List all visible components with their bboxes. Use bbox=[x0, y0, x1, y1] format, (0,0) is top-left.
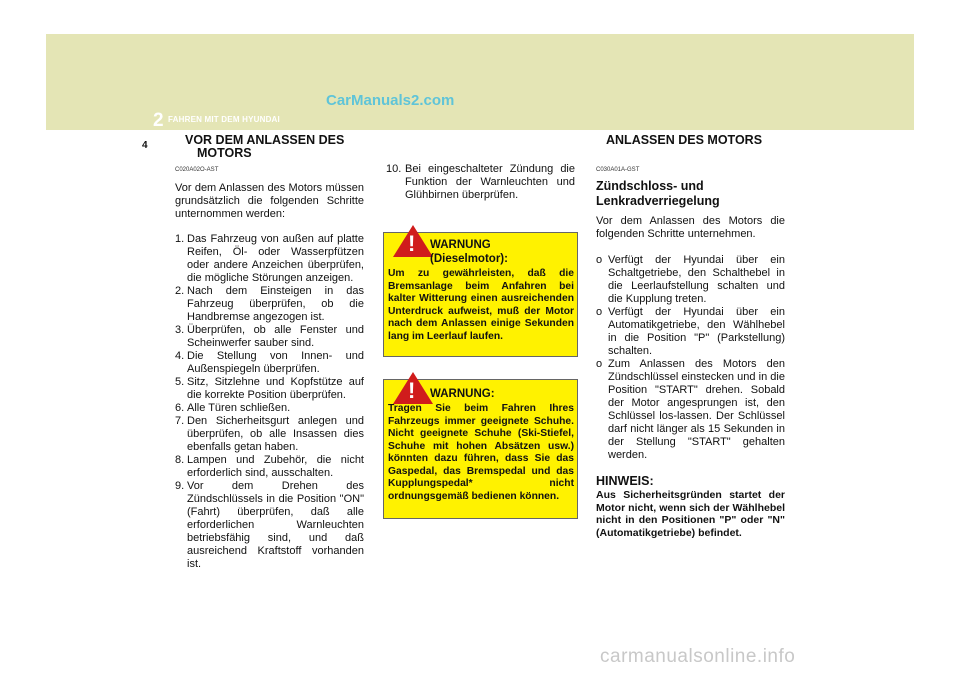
list-number: 8. bbox=[175, 454, 185, 466]
list-number: 1. bbox=[175, 233, 185, 245]
list-item bbox=[596, 254, 785, 306]
list-item bbox=[596, 358, 785, 462]
list-text: Sitz, Sitzlehne und Kopfstütze auf die korrekte Position überprüfen. bbox=[187, 376, 364, 401]
page-number: 4 bbox=[142, 140, 148, 151]
note-body: Aus Sicherheitsgründen startet der Motor nicht, wenn sich der Wählhebel nicht in den Positionen "P" oder "N" (Automatikgetriebe) befindet. bbox=[596, 489, 785, 539]
list-text: Überprüfen, ob alle Fenster und Scheinwerfer sauber sind. bbox=[187, 324, 364, 349]
list-item bbox=[175, 415, 364, 454]
list-item bbox=[175, 350, 364, 376]
list-number: 7. bbox=[175, 415, 185, 427]
bullets-list bbox=[596, 254, 785, 462]
list-number: 10. bbox=[386, 163, 402, 175]
warning-triangle-icon bbox=[393, 225, 433, 257]
list-number: 2. bbox=[175, 285, 185, 297]
section-title-right: ANLASSEN DES MOTORS bbox=[606, 133, 763, 147]
list-number: 4. bbox=[175, 350, 185, 362]
left-column bbox=[175, 164, 364, 571]
list-number: 5. bbox=[175, 376, 185, 388]
list-text: Nach dem Einsteigen in das Fahrzeug überprüfen, ob die Handbremse angezogen ist. bbox=[187, 285, 364, 323]
middle-column bbox=[386, 163, 575, 202]
list-item bbox=[175, 376, 364, 402]
list-item bbox=[596, 306, 785, 358]
subheading-line1: Zündschloss- und bbox=[596, 179, 704, 193]
warning-exclamation: ! bbox=[408, 378, 416, 403]
intro-text: Vor dem Anlassen des Motors müssen grundsätzlich die folgenden Schritte unternommen werden: bbox=[175, 182, 364, 220]
warning-title bbox=[430, 238, 508, 266]
watermark-footer[interactable]: carmanualsonline.info bbox=[600, 646, 796, 667]
list-number: 3. bbox=[175, 324, 185, 336]
warning-title-line1: WARNUNG bbox=[430, 239, 491, 251]
list-item bbox=[175, 285, 364, 324]
list-text: Zum Anlassen des Motors den Zündschlüssel einstecken und in die Position "START" drehen. Sobald der Motor angesprungen ist, den Schlüssel los-lassen. Der Schlüssel darf nicht länger als 15 Sekunden in der Stellung "START" gehalten werden. bbox=[608, 358, 785, 461]
warning-body: Um zu gewährleisten, daß die Bremsanlage beim Anfahren bei kalter Witterung einen ausreichenden Unterdruck aufweist, muß der Motor nach dem Anlassen einige Sekunden lang im Leerlauf laufen. bbox=[388, 268, 574, 342]
section-title-left-line1: VOR DEM ANLASSEN DES bbox=[185, 133, 345, 147]
list-text: Lampen und Zubehör, die nicht erforderlich sind, ausschalten. bbox=[187, 454, 364, 479]
warning-triangle-icon bbox=[393, 372, 433, 404]
list-number: 9. bbox=[175, 480, 185, 492]
right-column bbox=[596, 164, 785, 539]
list-text: Das Fahrzeug von außen auf platte Reifen, Öl- oder Wasserpfützen oder andere Anzeichen überprüfen, die mögliche Störungen anzeigen. bbox=[187, 233, 364, 284]
list-text: Bei eingeschalteter Zündung die Funktion der Warnleuchten und Glühbirnen überprüfen. bbox=[405, 163, 575, 201]
list-text: Verfügt der Hyundai über ein Automatikgetriebe, den Wählhebel in die Position "P" (Parkstellung) schalten. bbox=[608, 306, 785, 357]
intro-text: Vor dem Anlassen des Motors die folgenden Schritte unternehmen. bbox=[596, 215, 785, 240]
chapter-number: 2 bbox=[153, 110, 164, 131]
list-text: Vor dem Drehen des Zündschlüssels in die Position "ON" (Fahrt) überprüfen, daß alle erforderlichen Warnleuchten betriebsfähig sind, und daß ausreichend Kraftstoff vorhanden ist. bbox=[187, 480, 364, 570]
list-number: 6. bbox=[175, 402, 185, 414]
list-item bbox=[386, 163, 575, 202]
subheading bbox=[596, 179, 785, 209]
list-text: Die Stellung von Innen- und Außenspiegeln überprüfen. bbox=[187, 350, 364, 375]
list-item bbox=[175, 324, 364, 350]
subheading-line2: Lenkradverriegelung bbox=[596, 194, 720, 208]
list-item bbox=[175, 233, 364, 285]
list-number: o bbox=[596, 306, 603, 318]
steps-list bbox=[175, 233, 364, 571]
list-item bbox=[175, 480, 364, 571]
note-title: HINWEIS: bbox=[596, 474, 654, 488]
section-code: C020A02O-AST bbox=[175, 167, 219, 173]
list-item bbox=[175, 454, 364, 480]
warning-title: WARNUNG: bbox=[430, 388, 495, 400]
section-title-left bbox=[185, 134, 365, 160]
watermark-top[interactable]: CarManuals2.com bbox=[326, 92, 455, 109]
warning-title-line2: (Dieselmotor): bbox=[430, 253, 508, 265]
section-title-left-line2: MOTORS bbox=[197, 146, 252, 160]
warning-box-shoes bbox=[383, 379, 578, 519]
warning-exclamation: ! bbox=[408, 231, 416, 256]
list-text: Den Sicherheitsgurt anlegen und überprüfen, ob alle Insassen dies ebenfalls getan haben. bbox=[187, 415, 364, 453]
section-code: C030A01A-GST bbox=[596, 167, 640, 173]
list-text: Verfügt der Hyundai über ein Schaltgetriebe, den Schalthebel in die Leerlaufstellung schalten und die Kupplung treten. bbox=[608, 254, 785, 305]
list-number: o bbox=[596, 254, 603, 266]
chapter-title: FAHREN MIT DEM HYUNDAI bbox=[168, 115, 280, 124]
list-number: o bbox=[596, 358, 603, 370]
warning-box-diesel bbox=[383, 232, 578, 357]
list-text: Alle Türen schließen. bbox=[187, 402, 291, 414]
list-item bbox=[175, 402, 364, 415]
warning-body: Tragen Sie beim Fahren Ihres Fahrzeugs immer geeignete Schuhe. Nicht geeignete Schuhe (Ski-Stiefel, Schuhe mit hohen Absätzen usw.) könnten dazu führen, dass Sie das Gaspedal, das Bremspedal und das Kupplungspedal* nicht ordnungsgemäß bedienen können. bbox=[388, 403, 574, 502]
